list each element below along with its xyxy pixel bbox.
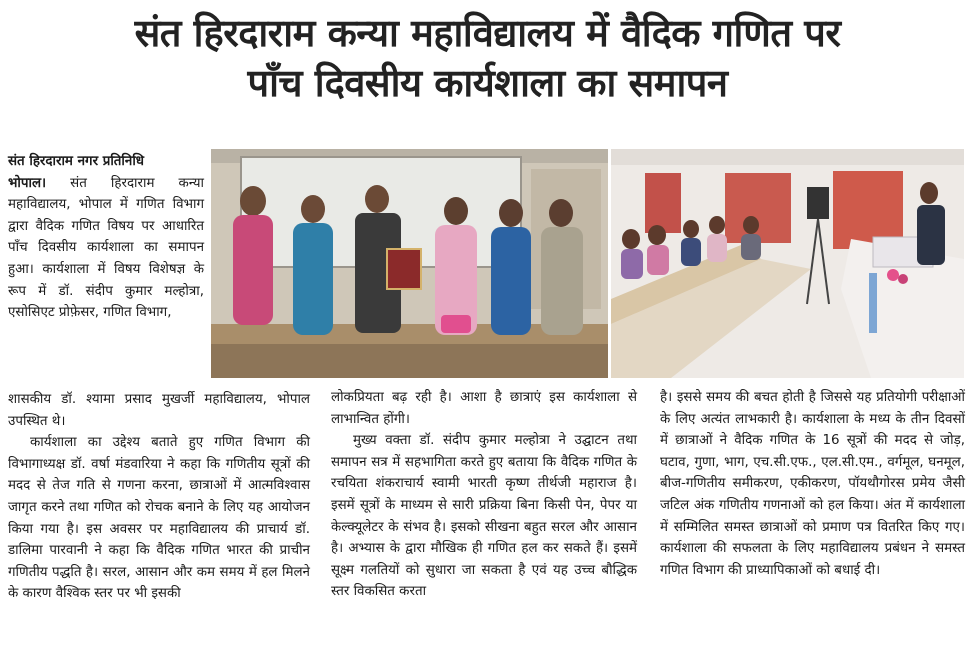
- headline: [0, 8, 975, 108]
- paragraph-continuation: शासकीय डॉ. श्यामा प्रसाद मुखर्जी महाविद्यालय, भोपाल उपस्थित थे।: [8, 392, 310, 429]
- column-1-body: [8, 389, 310, 605]
- paragraph-chief-speaker: मुख्य वक्ता डॉ. संदीप कुमार मल्होत्रा ने उद्घाटन तथा समापन सत्र में सहभागिता करते हुए बताया कि वैदिक गणित के रचयिता शंकराचार्य स्वामी भारती कृष्ण तीर्थजी महाराज है। इसमें सूत्रों के माध्यम से सारी प्रक्रिया बिना किसी पेन, पेपर या केल्क्यूलेटर के संभव है। इसको सीखना बहुत सरल और आसान है। अभ्यास के द्वारा मौखिक ही गणित हल कर सकते हैं। इसमें सूक्ष्म गलतियों को सुधारा जा सकता है एवं यह उच्च बौद्धिक स्तर विकसित करता: [331, 433, 637, 600]
- column-2: [331, 387, 637, 603]
- lead-paragraph: संत हिरदाराम कन्या महाविद्यालय, भोपाल में गणित विभाग द्वारा वैदिक गणित विषय पर आधारित पाँच दिवसीय कार्यशाला का समापन हुआ। कार्यशाला में विषय विशेषज्ञ के रूप में डॉ. संदीप कुमार मल्होत्रा, एसोसिएट प्रोफ़ेसर, गणित विभाग,: [8, 175, 204, 321]
- dateline: भोपाल।: [8, 175, 47, 191]
- column-1-lead: [8, 151, 204, 324]
- classroom-photo: [611, 149, 964, 378]
- paragraph-objective: कार्यशाला का उद्देश्य बताते हुए गणित विभाग की विभागाध्यक्ष डॉ. वर्षा मंडवारिया ने कहा कि गणितीय सूत्रों की मदद से तेज गति से गणना करना, छात्राओं में आत्मविश्वास जागृत करने तथा गणित को रोचक बनाने के लिए यह आयोजन किया गया है। इस अवसर पर महाविद्यालय की प्राचार्य डॉ. डालिमा पारवानी ने कहा कि वैदिक गणित भारत की प्राचीन गणितीय पद्धति है। सरल, आसान और कम समय में हल मिलने के कारण वैश्विक स्तर पर भी इसकी: [8, 435, 310, 602]
- column-3: [660, 387, 965, 581]
- group-photo: [211, 149, 608, 378]
- headline-line-1: संत हिरदाराम कन्या महाविद्यालय में वैदिक गणित पर: [134, 11, 841, 55]
- byline: संत हिरदाराम नगर प्रतिनिधि: [8, 154, 145, 169]
- headline-line-2: पाँच दिवसीय कार्यशाला का समापन: [247, 61, 728, 105]
- paragraph-conclusion: है। इससे समय की बचत होती है जिससे यह प्रतियोगी परीक्षाओं के लिए अत्यंत लाभकारी है। कार्यशाला के मध्य के तीन दिवसों में छात्राओं ने वैदिक गणित के 16 सूत्रों की मदद से जोड़, घटाव, गुणा, भाग, एच.सी.एफ., एल.सी.एम., वर्गमूल, घनमूल, बीज-गणितीय समीकरण, एकीकरण, पॉयथौगोरस प्रमेय जैसी जटिल अंक गणितीय गणनाओं को हल किया। अंत में कार्यशाला में सम्मिलित समस्त छात्राओं को प्रमाण पत्र वितरित किए गए। कार्यशाला की सफलता के लिए महाविद्यालय प्रबंधन ने समस्त गणित विभाग की प्राध्यापिकाओं को बधाई दी।: [660, 390, 965, 578]
- paragraph-popularity: लोकप्रियता बढ़ रही है। आशा है छात्राएं इस कार्यशाला से लाभान्वित होंगी।: [331, 390, 637, 427]
